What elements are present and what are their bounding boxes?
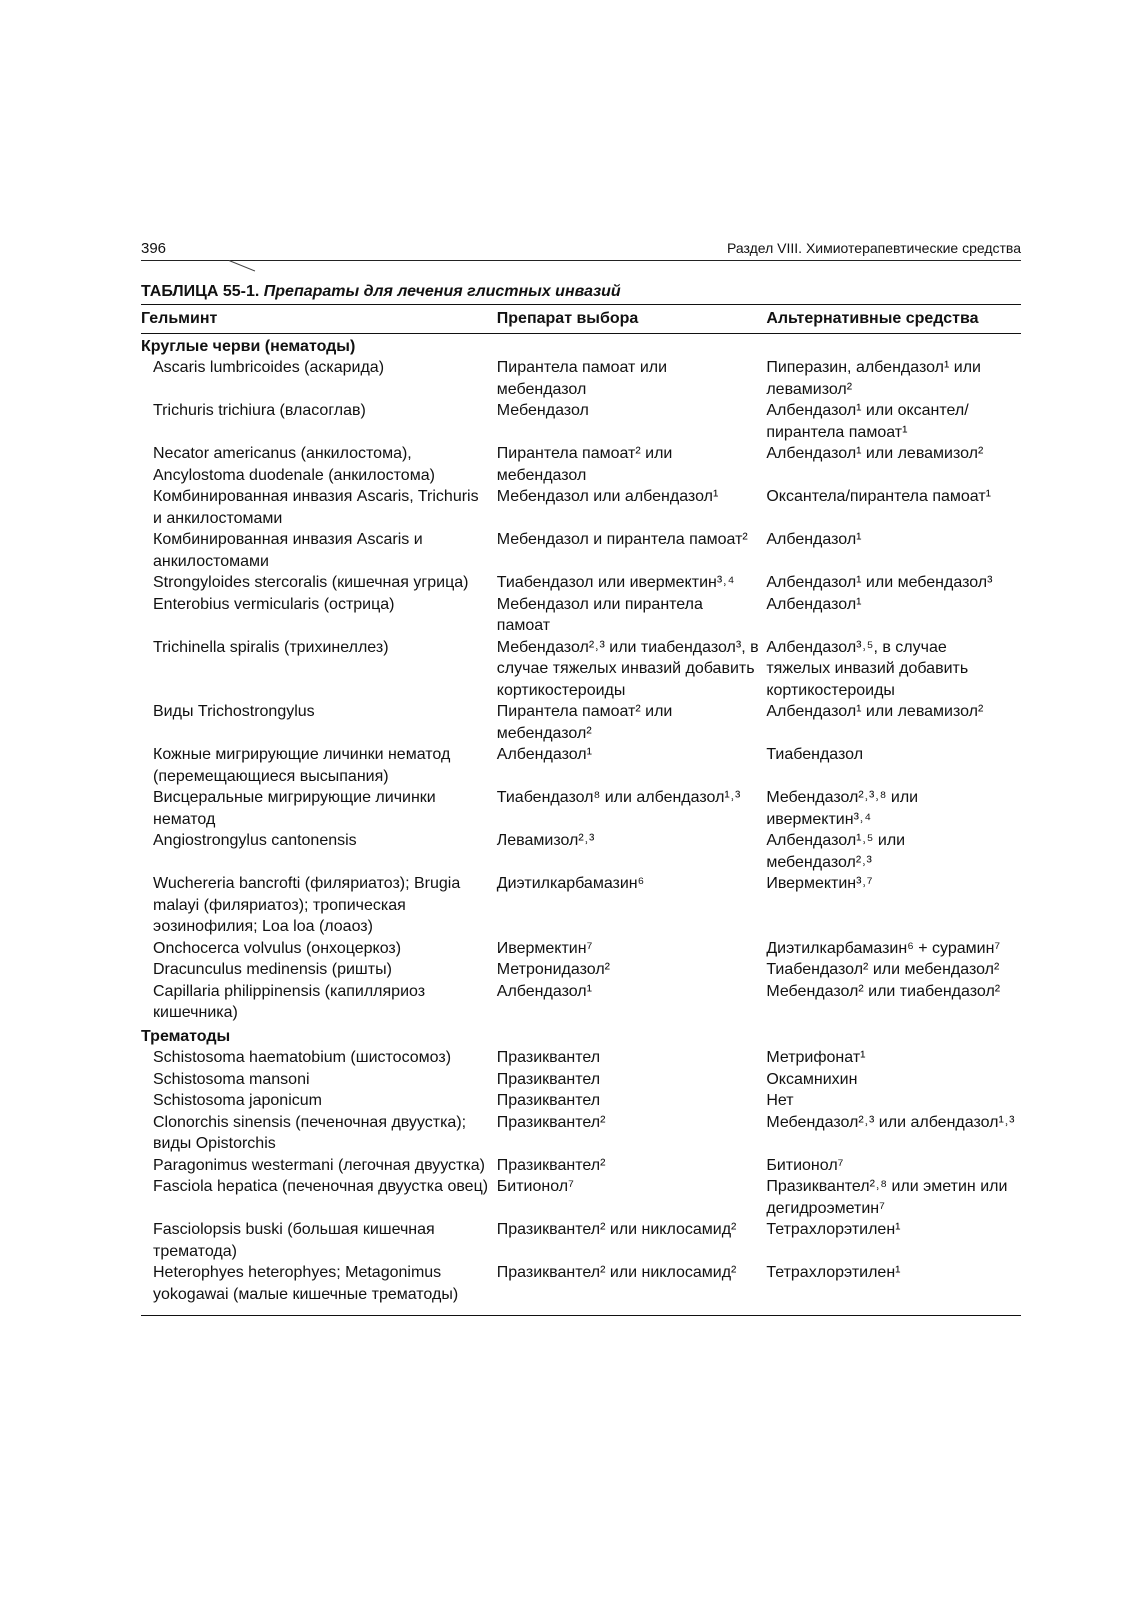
page-header	[141, 240, 1021, 261]
helminth-cell: Necator americanus (анкилостома), Ancylostoma duodenale (анкилостома)	[153, 445, 435, 484]
drug-of-choice-cell: Тиабендазол или ивермектин³˒⁴	[496, 574, 735, 591]
column-header-helminth: Гельминт	[141, 305, 497, 333]
alternative-cell: Мебендазол²˒³ или албендазол¹˒³	[766, 1113, 1015, 1131]
alternative-cell: Празиквантел²˒⁸ или эметин или дегидроэметин⁷	[766, 1178, 1008, 1217]
helminth-cell: Висцеральные мигрирующие личинки нематод	[153, 789, 436, 828]
alternative-cell: Тетрахлорэтилен¹	[766, 1221, 901, 1238]
alternative-cell: Диэтилкарбамазин⁶ + сурамин⁷	[766, 939, 1001, 957]
section-row	[141, 333, 1021, 357]
section-name: Трематоды	[141, 1027, 231, 1045]
table-row	[141, 938, 1021, 960]
helminth-cell: Ascaris lumbricoides (аскарида)	[153, 359, 385, 376]
drug-of-choice-cell: Пирантела памоат² или мебендазол	[496, 445, 673, 484]
helminth-cell: Angiostrongylus cantonensis	[153, 832, 357, 849]
helminth-cell: Enterobius vermicularis (острица)	[153, 595, 395, 613]
helminth-cell: Heterophyes heterophyes; Metagonimus yokogawai (малые кишечные трематоды)	[153, 1264, 459, 1303]
alternative-cell: Оксантела/пирантела памоат¹	[766, 488, 991, 505]
table-row	[141, 572, 1021, 594]
table-row	[141, 873, 1021, 938]
drug-of-choice-cell: Празиквантел² или никлосамид²	[496, 1221, 737, 1238]
alternative-cell: Тетрахлорэтилен¹	[766, 1264, 901, 1281]
drug-of-choice-cell: Пирантела памоат² или мебендазол²	[496, 703, 673, 742]
helminth-cell: Clonorchis sinensis (печеночная двуустка); виды Opistorchis	[153, 1113, 467, 1152]
section-row	[141, 1024, 1021, 1048]
helminth-cell: Paragonimus westermani (легочная двуустка)	[153, 1156, 485, 1174]
alternative-cell: Тиабендазол² или мебендазол²	[766, 961, 1000, 978]
helminth-cell: Комбинированная инвазия Ascaris и анкилостомами	[153, 531, 423, 570]
section-title: Раздел VIII. Химиотерапевтические средства	[727, 240, 1021, 256]
table-caption-title: Препараты для лечения глистных инвазий	[263, 283, 621, 300]
table-row	[141, 830, 1021, 873]
table-caption	[141, 283, 1021, 305]
helminth-drugs-table	[141, 305, 1021, 1305]
drug-of-choice-cell: Мебендазол	[496, 402, 589, 419]
table-row	[141, 1176, 1021, 1219]
alternative-cell: Тиабендазол	[766, 746, 864, 763]
table-body	[141, 333, 1021, 1305]
drug-of-choice-cell: Албендазол¹	[496, 982, 592, 1000]
table-row	[141, 959, 1021, 981]
helminth-cell: Wuchereria bancrofti (филяриатоз); Brugia malayi (филяриатоз); тропическая эозинофилия; Loa loa (лоаоз)	[153, 875, 461, 935]
table-row	[141, 1219, 1021, 1262]
helminth-cell: Schistosoma japonicum	[153, 1092, 322, 1109]
drug-of-choice-cell: Мебендазол²˒³ или тиабендазол³, в случае тяжелых инвазий добавить кортикостероиды	[496, 638, 759, 699]
column-header-alternatives: Альтернативные средства	[766, 305, 1021, 333]
helminth-cell: Виды Trichostrongylus	[153, 703, 315, 720]
helminth-cell: Trichinella spiralis (трихинеллез)	[153, 638, 389, 656]
alternative-cell: Битионол⁷	[766, 1156, 844, 1174]
helminth-cell: Strongyloides stercoralis (кишечная угрица)	[153, 574, 469, 591]
alternative-cell: Албендазол³˒⁵, в случае тяжелых инвазий добавить кортикостероиды	[766, 638, 969, 699]
drug-of-choice-cell: Албендазол¹	[496, 746, 592, 763]
table-row	[141, 486, 1021, 529]
table-row	[141, 529, 1021, 572]
drug-of-choice-cell: Мебендазол или албендазол¹	[496, 488, 719, 505]
drug-of-choice-cell: Празиквантел² или никлосамид²	[496, 1264, 737, 1281]
alternative-cell: Оксамнихин	[766, 1070, 858, 1088]
alternative-cell: Нет	[766, 1092, 794, 1109]
alternative-cell: Мебендазол²˒³˒⁸ или ивермектин³˒⁴	[766, 789, 919, 828]
alternative-cell: Пиперазин, албендазол¹ или левамизол²	[766, 359, 981, 398]
helminth-cell: Комбинированная инвазия Ascaris, Trichuris и анкилостомами	[153, 488, 479, 527]
alternative-cell: Албендазол¹ или левамизол²	[766, 703, 984, 720]
alternative-cell: Албендазол¹	[766, 595, 862, 613]
table-row	[141, 1155, 1021, 1177]
table-row	[141, 1047, 1021, 1069]
table-row	[141, 1069, 1021, 1091]
helminth-cell: Schistosoma haematobium (шистосомоз)	[153, 1049, 452, 1066]
drug-of-choice-cell: Празиквантел²	[496, 1113, 606, 1131]
table-row	[141, 1262, 1021, 1305]
drug-of-choice-cell: Мебендазол или пирантела памоат	[496, 595, 703, 634]
drug-of-choice-cell: Метронидазол²	[496, 961, 610, 978]
table-row	[141, 357, 1021, 400]
helminth-cell: Schistosoma mansoni	[153, 1070, 310, 1088]
drug-of-choice-cell: Тиабендазол⁸ или албендазол¹˒³	[496, 789, 741, 806]
alternative-cell: Ивермектин³˒⁷	[766, 875, 873, 892]
table-row	[141, 594, 1021, 637]
section-name: Круглые черви (нематоды)	[141, 337, 356, 355]
alternative-cell: Албендазол¹ или оксантел/пирантела памоат¹	[766, 402, 969, 441]
helminth-cell: Dracunculus medinensis (ришты)	[153, 961, 392, 978]
alternative-cell: Метрифонат¹	[766, 1049, 866, 1066]
drug-of-choice-cell: Празиквантел²	[496, 1156, 606, 1174]
alternative-cell: Албендазол¹˒⁵ или мебендазол²˒³	[766, 832, 906, 871]
alternative-cell: Албендазол¹	[766, 531, 862, 548]
table-row	[141, 443, 1021, 486]
table-row	[141, 1090, 1021, 1112]
table-bottom-rule	[141, 1315, 1021, 1316]
helminth-cell: Fasciola hepatica (печеночная двуустка овец)	[153, 1178, 489, 1195]
drug-of-choice-cell: Левамизол²˒³	[496, 832, 595, 849]
table-row	[141, 787, 1021, 830]
table-row	[141, 981, 1021, 1024]
table-caption-label: ТАБЛИЦА 55-1.	[141, 283, 260, 300]
helminth-cell: Кожные мигрирующие личинки нематод (перемещающиеся высыпания)	[153, 746, 451, 785]
table-row	[141, 637, 1021, 702]
page-number: 396	[141, 240, 167, 257]
helminth-cell: Onchocerca volvulus (онхоцеркоз)	[153, 939, 402, 957]
column-header-drug-of-choice: Препарат выбора	[497, 305, 767, 333]
table-header-row	[141, 305, 1021, 333]
alternative-cell: Албендазол¹ или мебендазол³	[766, 574, 993, 591]
drug-of-choice-cell: Празиквантел	[496, 1049, 601, 1066]
table-row	[141, 1112, 1021, 1155]
alternative-cell: Мебендазол² или тиабендазол²	[766, 982, 1001, 1000]
helminth-cell: Fasciolopsis buski (большая кишечная трематода)	[153, 1221, 435, 1260]
alternative-cell: Албендазол¹ или левамизол²	[766, 445, 984, 462]
helminth-cell: Capillaria philippinensis (капилляриоз кишечника)	[153, 982, 426, 1021]
table-row	[141, 701, 1021, 744]
table-row	[141, 744, 1021, 787]
drug-of-choice-cell: Празиквантел	[496, 1070, 601, 1088]
drug-of-choice-cell: Пирантела памоат или мебендазол	[496, 359, 668, 398]
drug-of-choice-cell: Ивермектин⁷	[496, 939, 593, 957]
drug-of-choice-cell: Празиквантел	[496, 1092, 601, 1109]
document-page	[141, 240, 1021, 1316]
helminth-cell: Trichuris trichiura (власоглав)	[153, 402, 366, 419]
drug-of-choice-cell: Битионол⁷	[496, 1178, 574, 1195]
pen-mark	[229, 260, 255, 271]
table-row	[141, 400, 1021, 443]
drug-of-choice-cell: Мебендазол и пирантела памоат²	[496, 531, 748, 548]
drug-of-choice-cell: Диэтилкарбамазин⁶	[496, 875, 645, 892]
